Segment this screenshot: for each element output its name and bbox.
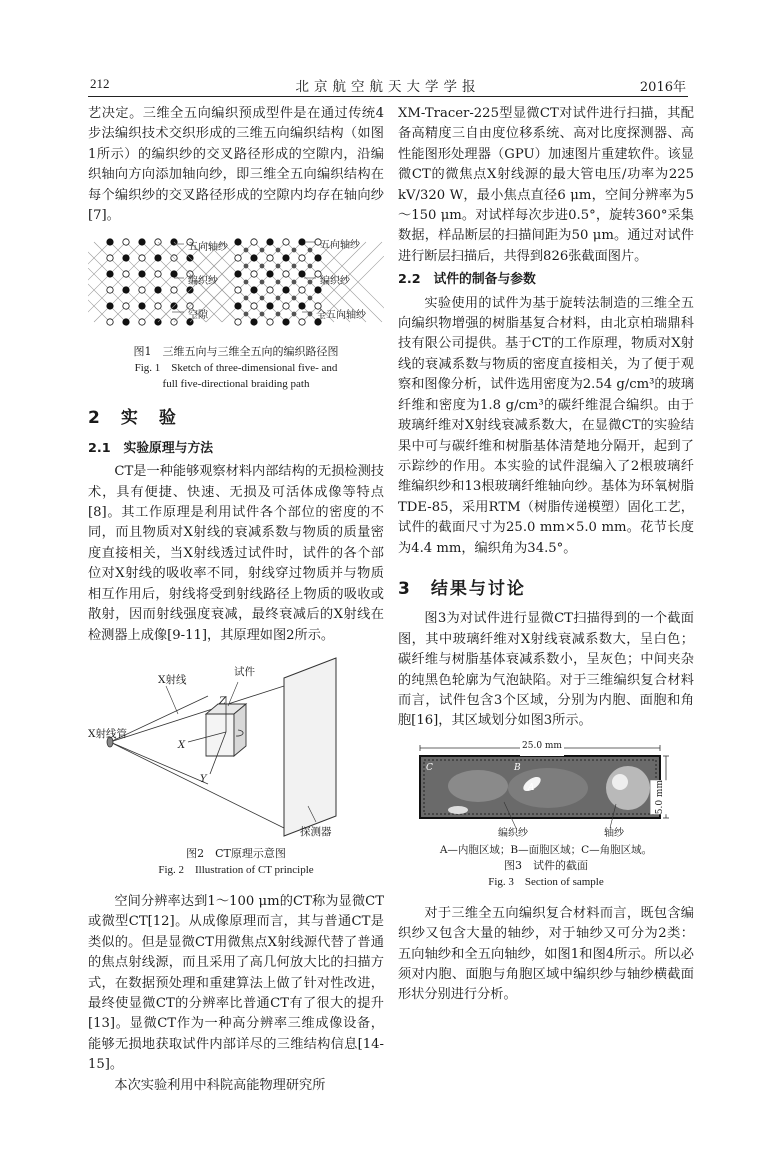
axial-yarn-dot: [244, 280, 249, 285]
yarn-dot: [155, 287, 161, 293]
yarn-dot: [123, 239, 129, 245]
yarn-dot: [283, 303, 289, 309]
page-number: 212: [90, 76, 110, 91]
yarn-dot: [123, 303, 129, 309]
subsection-heading-2-2: 2.2 试件的制备与参数: [398, 272, 536, 288]
label-axial-yarn: 轴纱: [604, 827, 624, 839]
left-column: [88, 104, 384, 1096]
region-label-c: C: [426, 762, 433, 773]
label-axial-yarn-5: 五向轴纱: [188, 242, 228, 254]
axial-yarn-dot: [244, 312, 249, 317]
yarn-dot: [299, 319, 305, 325]
axial-yarn-dot: [260, 280, 265, 285]
label-axial-yarn-5b: 五向轴纱: [320, 240, 360, 252]
paragraph: 图3为对试件进行显微CT扫描得到的一个截面图，其中玻璃纤维对X射线衰减系数大，呈白色；碳纤维与树脂基体衰减系数小，呈灰色；中间夹杂的纯黑色轮廓为气泡缺陷。对于三维编织复合材料而言，试件包含3个区域，分别为内胞、面胞和角胞[16]，其区域划分如图3所示。: [398, 611, 694, 729]
figure-3: [398, 742, 694, 838]
yarn-dot: [251, 239, 257, 245]
paragraph: 对于三维全五向编织复合材料而言，既包含编织纱又包含大量的轴纱，对于轴纱又可分为2类：五向轴纱和全五向轴纱，如图1和图4所示。所以必须对内胞、面胞与角胞区域中编织纱与轴纱横截面形状分别进行分析。: [398, 905, 694, 1003]
yarn-dot: [267, 239, 273, 245]
yarn-dot: [107, 287, 113, 293]
axial-yarn-dot: [260, 248, 265, 253]
label-xray-tube: X射线管: [88, 727, 127, 740]
yarn-dot: [235, 319, 241, 325]
yarn-dot: [139, 271, 145, 277]
yarn-dot: [235, 287, 241, 293]
yarn-dot: [139, 255, 145, 261]
yarn-dot: [283, 255, 289, 261]
figure-2-caption-en: Fig. 2 Illustration of CT principle: [158, 863, 314, 876]
yarn-dot: [139, 239, 145, 245]
section-heading-3: 3 结果与讨论: [398, 578, 526, 599]
yarn-dot: [171, 287, 177, 293]
yarn-dot: [235, 271, 241, 277]
yarn-dot: [267, 255, 273, 261]
yarn-dot: [123, 319, 129, 325]
yarn-dot: [283, 319, 289, 325]
journal-title: 北京航空航天大学学报: [295, 79, 481, 95]
figure-1-caption-cn: 图1 三维五向与三维全五向的编织路径图: [133, 345, 339, 359]
axial-yarn-dot: [260, 312, 265, 317]
paragraph: XM-Tracer-225型显微CT对试件进行扫描，其配备高精度三自由度位移系统、高对比度探测器、高性能图形处理器（GPU）加速图片重建软件。该显微CT的微焦点X射线源的最大管电压/功率为225 kV/320 W，最小焦点直径6 μm，空间分辨率为5～150 μm。对试样每次步进0.5°，旋转360°采集数据，样品断层的扫描间距为50 μm。通过对试件进行断层扫描后，共得到826张截面图片。: [398, 106, 694, 264]
axial-yarn-dot: [308, 248, 313, 253]
dim-height: 5.0 mm: [650, 780, 670, 814]
yarn-dot: [283, 287, 289, 293]
yarn-dot: [155, 271, 161, 277]
figure-1: [88, 232, 384, 340]
figure-1-caption-en-2: full five-directional braiding path: [162, 378, 310, 391]
figure-3-caption-en: Fig. 3 Section of sample: [488, 875, 604, 888]
right-column: [398, 104, 694, 1006]
yarn-dot: [139, 303, 145, 309]
axial-yarn-dot: [276, 312, 281, 317]
label-braid-yarn: 编织纱: [188, 276, 218, 288]
yarn-dot: [251, 271, 257, 277]
axial-yarn-dot: [308, 280, 313, 285]
section-heading-2: 2 实 验: [88, 408, 178, 429]
yarn-dot: [267, 319, 273, 325]
axial-yarn-dot: [276, 280, 281, 285]
yarn-dot: [107, 319, 113, 325]
region-label-b: B: [514, 762, 521, 773]
axial-yarn-dot: [276, 248, 281, 253]
yarn-dot: [251, 319, 257, 325]
figure-1-caption-en-1: Fig. 1 Sketch of three-dimensional five- and: [134, 362, 338, 375]
axial-yarn-dot: [292, 264, 297, 269]
axial-yarn-dot: [276, 264, 281, 269]
axial-yarn-dot: [244, 264, 249, 269]
axial-yarn-dot: [260, 296, 265, 301]
label-braid-yarn-b: 编织纱: [320, 276, 350, 288]
paragraph: 艺决定。三维全五向编织预成型件是在通过传统4步法编织技术交织形成的三维五向编织结构（如图1所示）的编织纱的交叉路径形成的空隙内，沿编织轴向方向添加轴向纱，即三维全五向编织结构在每个编织纱的交叉路径形成的空隙内均存在轴向纱[7]。: [88, 106, 384, 224]
yarn-dot: [235, 303, 241, 309]
yarn-dot: [107, 255, 113, 261]
yarn-dot: [171, 271, 177, 277]
paragraph: CT是一种能够观察材料内部结构的无损检测技术，具有便捷、快速、无损及可活体成像等特点[8]。其工作原理是利用试件各个部位的密度的不同，而且物质对X射线的衰减系数与物质的质量密度直接相关，当X射线透过试件时，试件的各个部位对X射线的吸收率不同，射线穿过物质并与物质相互作用后，射线将受到射线路径上物质的吸收或散射，因而射线强度衰减，最终衰减后的X射线在检测器上成像[9-11]，其原理如图2所示。: [88, 464, 384, 643]
paragraph: 空间分辨率达到1～100 μm的CT称为显微CT或微型CT[12]。从成像原理而言，其与普通CT是类似的。但是显微CT用微焦点X射线源代替了普通的焦点射线源，而且采用了高几何放大比的扫描方式，在数据预处理和重建算法上做了针对性改进，最终使显微CT的分辨率比普通CT有了很大的提升[13]。显微CT作为一种高分辨率三维成像设备，能够无损地获取试件内部详尽的三维结构信息[14-15]。: [88, 893, 384, 1073]
axial-yarn-dot: [244, 296, 249, 301]
yarn-dot: [267, 287, 273, 293]
axis-y: Y: [200, 773, 207, 785]
dim-width: 25.0 mm: [520, 736, 564, 756]
subsection-heading-2-1: 2.1 实验原理与方法: [88, 440, 214, 456]
label-detector: 探测器: [300, 825, 332, 838]
year: 2016年: [639, 80, 686, 95]
yarn-dot: [139, 319, 145, 325]
yarn-dot: [299, 271, 305, 277]
yarn-dot: [155, 303, 161, 309]
yarn-dot: [235, 239, 241, 245]
yarn-dot: [251, 255, 257, 261]
figure-3-legend: A—内胞区域；B—面胞区域；C—角胞区域。: [439, 843, 653, 856]
yarn-dot: [299, 255, 305, 261]
axial-yarn-dot: [292, 296, 297, 301]
yarn-dot: [235, 255, 241, 261]
axial-yarn-dot: [308, 264, 313, 269]
yarn-dot: [123, 255, 129, 261]
yarn-dot: [107, 239, 113, 245]
yarn-dot: [251, 303, 257, 309]
yarn-dot: [267, 303, 273, 309]
axial-yarn-dot: [260, 264, 265, 269]
axial-yarn-dot: [292, 312, 297, 317]
paragraph: 实验使用的试件为基于旋转法制造的三维全五向编织物增强的树脂基复合材料，由北京柏瑞鼎科技有限公司提供。基于CT的工作原理，物质对X射线的衰减系数与物质的密度直接相关，为了便于观察和图像分析，试件选用密度为2.54 g/cm³的玻璃纤维和密度为1.8 g/cm³的碳纤维混合编织。由于玻璃纤维对X射线衰减系数大，在显微CT的实验结果中可与碳纤维和树脂基体清楚地分隔开，起到了示踪纱的作用。本实验的试件混编入了2根玻璃纤维编织纱和13根玻璃纤维轴向纱。基体为环氧树脂TDE-85，采用RTM（树脂传递模塑）固化工艺，试件的截面尺寸为25.0 mm×5.0 mm。花节长度为4.4 mm，编织角为34.5°。: [398, 295, 694, 556]
figure-3-caption-cn: 图3 试件的截面: [504, 858, 588, 872]
yarn-dot: [107, 303, 113, 309]
yarn-dot: [299, 303, 305, 309]
paragraph: 本次实验利用中科院高能物理研究所: [114, 1077, 326, 1093]
yarn-dot: [155, 255, 161, 261]
figure-2-caption-cn: 图2 CT原理示意图: [186, 846, 286, 860]
region-label-a: A: [528, 782, 535, 793]
yarn-dot: [299, 287, 305, 293]
yarn-dot: [123, 287, 129, 293]
yarn-dot: [283, 239, 289, 245]
ct-principle-diagram: [88, 656, 384, 842]
axis-x: X: [178, 739, 186, 751]
label-full-5-axial: 全五向轴纱: [316, 310, 366, 322]
axial-yarn-dot: [292, 280, 297, 285]
label-void: 空隙: [188, 310, 208, 322]
yarn-dot: [139, 287, 145, 293]
yarn-dot: [107, 271, 113, 277]
axial-yarn-dot: [292, 248, 297, 253]
label-xray: X射线: [158, 673, 187, 686]
label-braid-yarn: 编织纱: [498, 827, 528, 839]
label-specimen: 试件: [234, 665, 255, 678]
axial-yarn-dot: [308, 312, 313, 317]
axial-yarn-dot: [244, 248, 249, 253]
axial-yarn-dot: [276, 296, 281, 301]
yarn-dot: [123, 271, 129, 277]
figure-2: [88, 656, 384, 842]
axial-yarn-dot: [308, 296, 313, 301]
running-header: [88, 72, 688, 97]
yarn-dot: [251, 287, 257, 293]
yarn-dot: [283, 271, 289, 277]
yarn-dot: [299, 239, 305, 245]
yarn-dot: [267, 271, 273, 277]
axis-z: Z: [219, 695, 226, 707]
